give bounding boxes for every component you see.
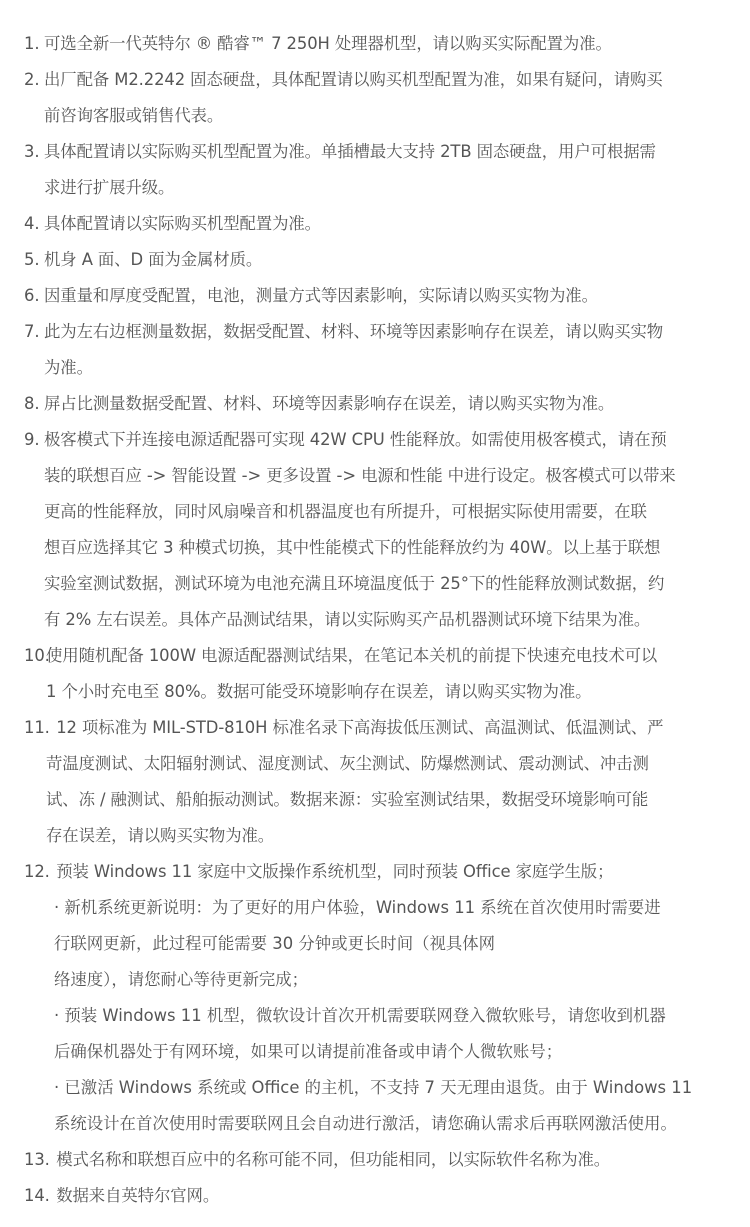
note-text-line: 具体配置请以实际购买机型配置为准。 [44, 214, 321, 233]
note-text-line: 此为左右边框测量数据，数据受配置、材料、环境等因素影响存在误差，请以购买实物 [44, 322, 664, 341]
note-item [24, 638, 742, 710]
note-text-line: 1 个小时充电至 80%。数据可能受环境影响存在误差，请以购买实物为准。 [46, 682, 592, 701]
note-item [24, 710, 742, 854]
note-item [24, 386, 742, 422]
sub-note [24, 998, 742, 1070]
note-text-line: 有 2% 左右误差。具体产品测试结果，请以实际购买产品机器测试环境下结果为准。 [44, 610, 651, 629]
sub-note-text-line: 后确保机器处于有网环境，如果可以请提前准备或申请个人微软账号； [54, 1042, 563, 1061]
note-number: 3. [24, 142, 40, 161]
note-item [24, 1178, 742, 1214]
note-number: 5. [24, 250, 40, 269]
note-item [24, 134, 742, 206]
note-text-line: 更高的性能释放，同时风扇噪音和机器温度也有所提升，可根据实际使用需要，在联 [44, 502, 647, 521]
note-number: 1. [24, 34, 40, 53]
note-item [24, 26, 742, 62]
note-item [24, 62, 742, 134]
note-number: 14. [24, 1186, 50, 1205]
note-text-line: 出厂配备 M2.2242 固态硬盘，具体配置请以购买机型配置为准，如果有疑问，请购买 [44, 70, 663, 89]
sub-note-text-line: 系统设计在首次使用时需要联网且会自动进行激活，请您确认需求后再联网激活使用。 [54, 1114, 677, 1133]
note-item [24, 1142, 742, 1178]
note-text-line: 因重量和厚度受配置，电池，测量方式等因素影响，实际请以购买实物为准。 [44, 286, 598, 305]
sub-note-text-line: 络速度），请您耐心等待更新完成； [54, 970, 309, 989]
note-text-line: 前咨询客服或销售代表。 [44, 106, 224, 125]
note-item [24, 242, 742, 278]
sub-note-text-line: · 预装 Windows 11 机型，微软设计首次开机需要联网登入微软账号，请您收到机器 [54, 1006, 666, 1025]
note-text-line: 极客模式下并连接电源适配器可实现 42W CPU 性能释放。如需使用极客模式，请在预 [44, 430, 667, 449]
sub-note-text-line: 行联网更新，此过程可能需要 30 分钟或更长时间（视具体网 [54, 934, 496, 953]
note-text-line: 可选全新一代英特尔 ® 酷睿™ 7 250H 处理器机型，请以购买实际配置为准。 [44, 34, 612, 53]
note-item [24, 278, 742, 314]
note-item [24, 206, 742, 242]
note-text-line: 存在误差，请以购买实物为准。 [46, 826, 275, 845]
notes-list [24, 26, 742, 1214]
note-text-line: 使用随机配备 100W 电源适配器测试结果，在笔记本关机的前提下快速充电技术可以 [46, 646, 658, 665]
note-text-line: 求进行扩展升级。 [44, 178, 175, 197]
note-text-line: 苛温度测试、太阳辐射测试、湿度测试、灰尘测试、防爆燃测试、震动测试、冲击测 [46, 754, 649, 773]
sub-note [24, 1070, 742, 1142]
note-item [24, 314, 742, 386]
note-number: 10. [24, 646, 50, 665]
note-number: 6. [24, 286, 40, 305]
note-text-line: 实验室测试数据，测试环境为电池充满且环境温度低于 25°下的性能释放测试数据，约 [44, 574, 665, 593]
sub-note-text-line: · 新机系统更新说明：为了更好的用户体验，Windows 11 系统在首次使用时需要进 [54, 898, 661, 917]
note-text-line: 具体配置请以实际购买机型配置为准。单插槽最大支持 2TB 固态硬盘，用户可根据需 [44, 142, 656, 161]
note-number: 13. [24, 1150, 50, 1169]
note-text-line: 数据来自英特尔官网。 [46, 1186, 220, 1205]
note-number: 9. [24, 430, 40, 449]
note-text-line: 屏占比测量数据受配置、材料、环境等因素影响存在误差，请以购买实物为准。 [44, 394, 615, 413]
note-text-line: 12 项标准为 MIL-STD-810H 标准名录下高海拔低压测试、高温测试、低温测试、严 [46, 718, 664, 737]
note-text-line: 试、冻 / 融测试、船舶振动测试。数据来源：实验室测试结果，数据受环境影响可能 [46, 790, 649, 809]
note-text-line: 为准。 [44, 358, 93, 377]
note-item [24, 854, 742, 890]
note-number: 7. [24, 322, 40, 341]
note-text-line: 预装 Windows 11 家庭中文版操作系统机型，同时预装 Office 家庭学生版； [46, 862, 614, 881]
note-text-line: 想百应选择其它 3 种模式切换，其中性能模式下的性能释放约为 40W。以上基于联想 [44, 538, 661, 557]
sub-note-text-line: · 已激活 Windows 系统或 Office 的主机，不支持 7 天无理由退货。由于 Windows 11 [54, 1078, 693, 1097]
note-number: 12. [24, 862, 50, 881]
sub-note [24, 890, 742, 998]
note-text-line: 机身 A 面、D 面为金属材质。 [44, 250, 263, 269]
note-number: 2. [24, 70, 40, 89]
note-number: 4. [24, 214, 40, 233]
note-text-line: 模式名称和联想百应中的名称可能不同，但功能相同，以实际软件名称为准。 [46, 1150, 611, 1169]
note-text-line: 装的联想百应 -> 智能设置 -> 更多设置 -> 电源和性能 中进行设定。极客模式可以带来 [44, 466, 676, 485]
note-number: 11. [24, 718, 50, 737]
note-item [24, 422, 742, 638]
note-number: 8. [24, 394, 40, 413]
